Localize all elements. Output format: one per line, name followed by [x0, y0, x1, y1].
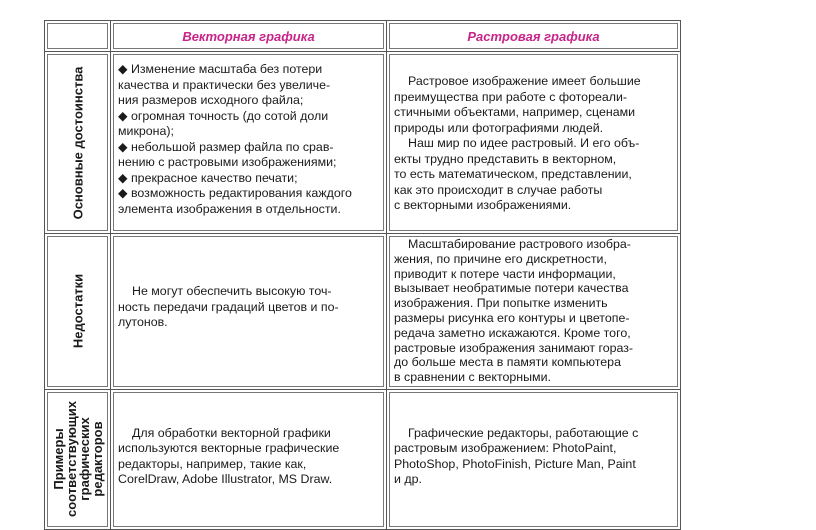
text-line: ◆ возможность редактирования каждого [118, 186, 352, 200]
comparison-table-wrap [44, 20, 680, 525]
text-line: редача заметно искажаются. Кроме того, [394, 325, 631, 340]
text-line: екты трудно представить в векторном, [394, 151, 617, 166]
text-line: ◆ небольшой размер файла по срав- [118, 139, 334, 154]
text-line: ность передачи градаций цветов и по- [118, 299, 339, 314]
disadvantages-vector-cell [111, 234, 387, 390]
text-line: растровые изображения занимают гораз- [394, 340, 634, 355]
text-line: Растровое изображение имеет большие [408, 74, 641, 88]
text-line: лутонов. [118, 315, 168, 329]
row-disadvantages [45, 234, 681, 390]
examples-vector-cell [111, 389, 387, 529]
row-label-examples-text [52, 401, 104, 517]
text-line: нению с растровыми изображениями; [118, 155, 337, 169]
text-line: PhotoShop, PhotoFinish, Picture Man, Paint [394, 456, 636, 471]
text-line: элемента изображения в отдельности. [118, 201, 341, 216]
advantages-raster-cell [387, 52, 681, 234]
row-label-examples [45, 389, 111, 529]
text-line: растровым изображением: PhotoPaint, [394, 441, 617, 456]
row-advantages [45, 52, 681, 234]
label-line: соответствующих [63, 401, 79, 518]
text-line: стичными объектами, например, сценами [394, 105, 636, 119]
label-line: редакторов [89, 421, 105, 498]
row-label-advantages [45, 52, 111, 234]
text-line: ◆ Изменение масштаба без потери [118, 62, 323, 76]
text-line: ния размеров исходного файла; [118, 93, 304, 107]
text-line: размеры рисунка его контуры и цветопе- [394, 310, 630, 325]
label-line: Примеры [50, 428, 66, 491]
text-line: преимущества при работе с фотореали- [394, 89, 628, 104]
vector-vs-raster-table [44, 20, 681, 530]
row-label-disadvantages-text: Недостатки [70, 274, 85, 349]
text-line: природы или фотографиями людей. [394, 120, 604, 135]
text-line: вызывает необратимые потери качества [394, 281, 629, 296]
text-line: Масштабирование растрового изобра- [408, 237, 631, 251]
disadvantages-raster-cell [387, 234, 681, 390]
text-line: ◆ огромная точность (до сотой доли [118, 108, 329, 123]
text-line: с векторными изображениями. [394, 198, 572, 212]
label-line: графических [76, 417, 92, 502]
row-label-advantages-text: Основные достоинства [70, 66, 85, 219]
text-line: микрона); [118, 124, 174, 138]
advantages-vector-cell [111, 52, 387, 234]
text-line: Для обработки векторной графики [132, 425, 331, 440]
row-label-disadvantages [45, 234, 111, 390]
text-line: изображения. При попытке изменить [394, 296, 608, 311]
text-line: в сравнении с векторными. [394, 370, 551, 385]
text-line: жения, по причине его дискретности, [394, 251, 607, 266]
text-line: то есть математическом, представлении, [394, 167, 632, 181]
row-examples [45, 389, 681, 529]
text-line: качества и практически без увеличе- [118, 77, 331, 92]
text-line: до больше места в памяти компьютера [394, 355, 621, 370]
text-line: как это происходит в случае работы [394, 182, 603, 197]
header-corner-cell [45, 21, 111, 52]
text-line: ◆ прекрасное качество печати; [118, 170, 298, 185]
text-line: редакторы, например, такие как, [118, 456, 307, 471]
header-row [45, 21, 681, 52]
header-vector: Векторная графика [111, 21, 387, 52]
text-line: CorelDraw, Adobe Illustrator, MS Draw. [118, 472, 333, 487]
text-line: Графические редакторы, работающие с [408, 425, 639, 440]
examples-raster-cell [387, 389, 681, 529]
header-raster: Растровая графика [387, 21, 681, 52]
text-line: приводит к потере части информации, [394, 266, 616, 281]
text-line: и др. [394, 472, 422, 487]
text-line: Не могут обеспечить высокую точ- [132, 284, 332, 298]
text-line: используются векторные графические [118, 441, 340, 456]
text-line: Наш мир по идее растровый. И его объ- [408, 136, 640, 150]
